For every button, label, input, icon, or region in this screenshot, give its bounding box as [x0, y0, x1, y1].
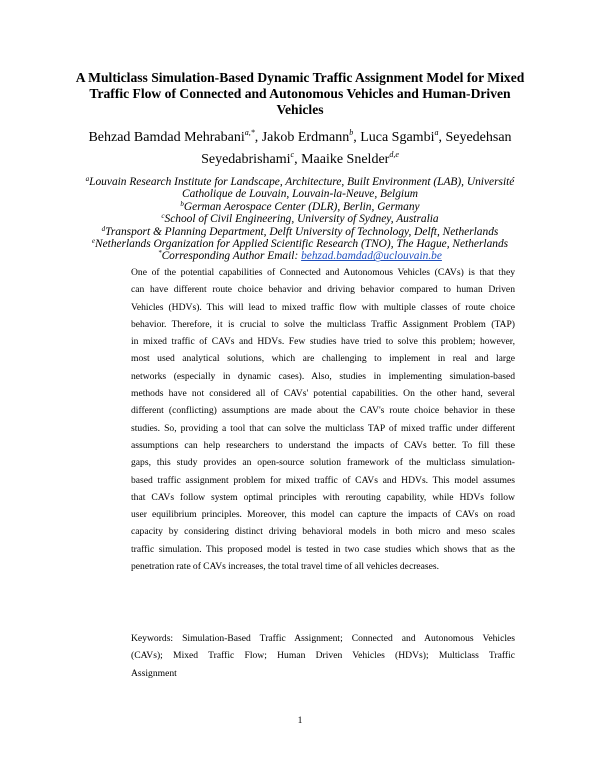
- author-name: Jakob Erdmann: [261, 130, 350, 145]
- abstract-line: capacity by considering distinct driving behavioral models in both micro and meso scales: [131, 526, 515, 538]
- keywords-line: Assignment: [131, 667, 177, 679]
- affiliation: $^d$Transport & Planning Department, Delft University of Technology, Delft, Netherlands: [101, 224, 499, 238]
- keywords: [131, 630, 515, 682]
- author-name: Seyedehsan: [445, 130, 512, 145]
- author-affiliation-mark: d,e: [389, 150, 399, 159]
- abstract-line: penetration rate of CAVs increases, the total travel time of all vehicles decreases.: [131, 561, 440, 573]
- author-name: Luca Sgambi: [360, 130, 435, 145]
- corresponding-email-link[interactable]: behzad.bamdad@uclouvain.be: [301, 250, 442, 263]
- author-name: Maaike Snelder: [301, 152, 390, 167]
- abstract-line: studies. So, providing a tool that can solve the multiclass TAP of mixed traffic under different: [131, 422, 515, 434]
- abstract-line: One of the potential capabilities of Connected and Autonomous Vehicles (CAVs) is that they: [131, 267, 515, 278]
- author-affiliation-mark: b: [349, 128, 354, 137]
- author-affiliation-mark: a: [434, 128, 439, 137]
- title-line: A Multiclass Simulation-Based Dynamic Traffic Assignment Model for Mixed: [75, 70, 525, 85]
- author-list: [60, 127, 540, 171]
- author-line: Seyedabrishami$^c$, Maaike Snelder$^{d,e}$: [201, 150, 399, 167]
- abstract-line: gaps, this study provides an open-source solution framework of the multiclass simulation-: [131, 457, 515, 469]
- abstract-line: behavior. Therefore, it is crucial to solve the multiclass Traffic Assignment Problem (TAP): [131, 318, 515, 330]
- abstract-line: most used analytical solutions, which are challenging to implement in real and large: [131, 353, 515, 365]
- abstract-line: assumptions can help researchers to understand the impacts of CAVs better. To fill these: [131, 439, 515, 451]
- abstract-line: networks (especially in dynamic cases). Also, studies in implementing simulation-based: [131, 370, 515, 382]
- corresponding-author: *Corresponding Author Email: behzad.bamdad@uclouvain.be: [158, 249, 442, 263]
- abstract-line: different (conflicting) assumptions are made about the CAV's route choice behavior in these: [131, 405, 515, 417]
- abstract-line: traffic simulation. This proposed model is tested in two case studies which shows that as the: [131, 543, 515, 555]
- abstract-line: based traffic assignment problem for mixed traffic of CAVs and HDVs. This model assumes: [131, 474, 515, 486]
- affiliations: [60, 176, 540, 263]
- title-line: Traffic Flow of Connected and Autonomous Vehicles and Human-Driven: [89, 86, 511, 101]
- abstract-line: methods have not considered all of CAVs' potential capabilities. On the other hand, several: [131, 388, 515, 400]
- abstract-line: user equilibrium principles. Moreover, this model can capture the impacts of CAVs on road: [131, 509, 515, 521]
- abstract-line: Vehicles (HDVs). This will lead to mixed traffic flow with multiple classes of route choice: [131, 301, 515, 313]
- author-affiliation-mark: c: [290, 150, 295, 159]
- author-line: Behzad Bamdad Mehrabani$^{a,*}$, Jakob Erdmann$^b$, Luca Sgambi$^a$, Seyedehsan: [88, 128, 512, 145]
- affiliation: $^b$German Aerospace Center (DLR), Berlin, Germany: [180, 199, 420, 213]
- title-line: Vehicles: [276, 102, 324, 117]
- affiliation: $^e$Netherlands Organization for Applied Scientific Research (TNO), The Hague, Netherlands: [91, 237, 509, 251]
- abstract-line: can have different route choice behavior and driving behavior compared to human Driven: [131, 284, 515, 296]
- affiliation: $^a$Louvain Research Institute for Landscape, Architecture, Built Environment (LAB), Université: [85, 175, 515, 188]
- affiliation: Catholique de Louvain, Louvain-la-Neuve, Belgium: [182, 188, 418, 201]
- affiliation: $^c$School of Civil Engineering, University of Sydney, Australia: [161, 212, 439, 226]
- paper-title: [60, 70, 540, 118]
- abstract-line: in mixed traffic of CAVs and HDVs. Few studies have tried to solve this problem; however,: [131, 336, 515, 348]
- page-number: 1: [297, 715, 303, 726]
- author-name: Behzad Bamdad Mehrabani: [88, 130, 245, 145]
- keywords-line: (CAVs); Mixed Traffic Flow; Human Driven Vehicles (HDVs); Multiclass Traffic: [131, 650, 515, 662]
- author-name: Seyedabrishami: [201, 152, 291, 167]
- author-affiliation-mark: a,*: [244, 128, 255, 137]
- keywords-line: Keywords: Simulation-Based Traffic Assignment; Connected and Autonomous Vehicles: [131, 633, 515, 644]
- abstract-line: that CAVs follow system optimal principles with rerouting capability, while HDVs follow: [131, 491, 515, 503]
- abstract: [131, 264, 515, 575]
